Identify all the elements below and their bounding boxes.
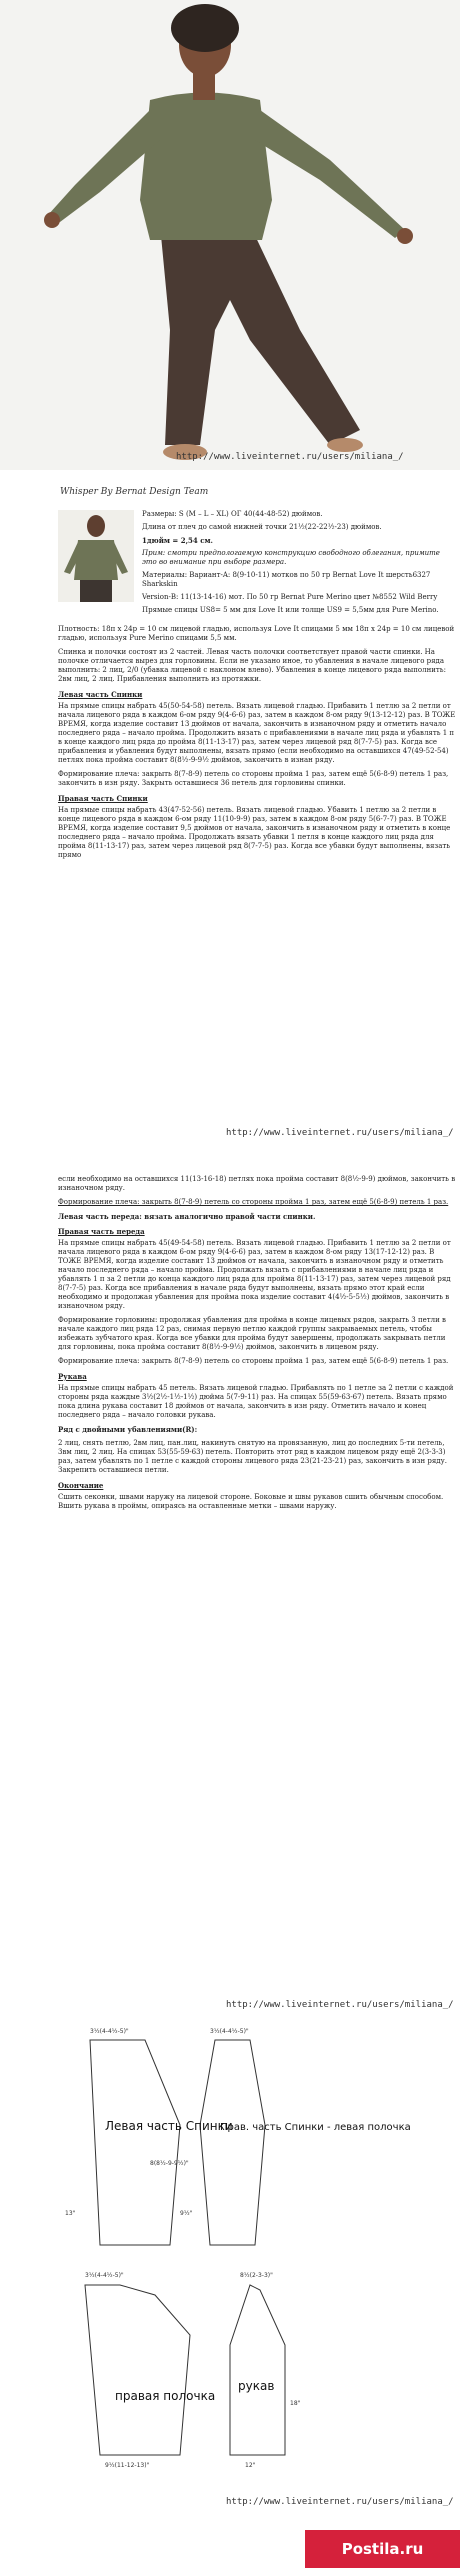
watermark-url-2[interactable]: http://www.liveinternet.ru/users/miliana_/ bbox=[226, 1128, 454, 1138]
dim-label: 12" bbox=[245, 2462, 256, 2469]
gauge-text: Плотность: 18п х 24р = 10 см лицевой гладью, используя Love It спицами 5 мм 18п х 24р = 10 см лицевой гладью, используя Pure Merino спицами 5,5 мм. bbox=[58, 625, 455, 642]
section-text: На прямые спицы набрать 45(49-54-58) петель. Вязать лицевой гладью. Прибавить 1 петлю за 2 петли от начала лицевого ряда в каждом 6-ом ряду 9(4-6-6) раз, затем в каждом 8-ом ряду 13(17-12-12) раз. В ТОЖЕ ВРЕМЯ, когда изделие составит 13 дюймов от начала, закончить в изнаночном ряду и отметить начало последнего ряда – начало пройма. Продолжать вязать с прибавлениями в начале лиц ряда и убавлять 1 п за 2 петли до конца каждого лиц ряда для пройма 8(11-13-17) раз, затем через лицевой ряд 8(7-7-5) раз. Когда все прибавления в начале ряда будут выполнены, вязать прямо этот край если необходимо и продолжая убавления для пройма пока изделие составит 4(4½-5-5½) дюймов, закончить в изнаночном ряду. bbox=[58, 1239, 451, 1310]
section-text: На прямые спицы набрать 45(50-54-58) петель. Вязать лицевой гладью. Прибавить 1 петлю за 2 петли от начала лицевого ряда в каждом 6-ом ряду 9(4-6-6) раз, затем в каждом 8-ом ряду 9(13-12-12) раз. В ТОЖЕ ВРЕМЯ, когда изделие составит 13 дюймов от начала, закончить в изнаночном ряду и отметить начало последнего ряда – начало пройма. Продолжить вязать с прибавлениями в начале лиц ряда и убавлять 1 п в конце каждого лиц ряда до пройма 8(11-13-17) раз, затем через лицевой ряд 8(7-7-5) раз. Когда все прибавления и убавления будут выполнены, вязать прямо (если необходимо на оставшихся 47(49-52-54) петлях пока пройма составит 8(8½-9-9½ дюймов, закончить в изнан ряду. bbox=[58, 702, 456, 764]
section-text: Сшить секонки, швами наружу на лицевой стороне. Боковые и швы рукавов сшить обычным способом. Вшить рукава в проймы, опираясь на оставленные метки – швами наружу. bbox=[58, 1493, 444, 1510]
specs-column bbox=[142, 510, 452, 619]
schematic-diagram bbox=[60, 2015, 411, 2485]
dim-label: 18" bbox=[290, 2400, 301, 2407]
dim-label: 3½(4-4½-5)" bbox=[90, 2028, 129, 2035]
thumbnail-photo bbox=[58, 510, 134, 602]
cap-text: 2 лиц, снять петлю, 2вм лиц, пан.лиц, накинуть снятую на провязанную, лиц до последних 5-ти петель, 3вм лиц, 2 лиц. На спицах 53(55-59-63) петель. Повторить этот ряд в каждом лицевом ряду ещё 2(3-3-3) раз, затем убавлять по 1 петле с каждой стороны лицевого ряда 23(21-23-21) раз, закончить в изн ряду. Закрепить оставшиеся петли. bbox=[58, 1439, 447, 1474]
watermark-url-3[interactable]: http://www.liveinternet.ru/users/miliana_/ bbox=[226, 2000, 454, 2010]
shoulder-text: Формирование плеча: закрыть 8(7-8-9) петель со стороны пройма 1 раз, затем ещё 5(6-8-9) петель 1 раз. bbox=[58, 1357, 449, 1365]
dim-label: 13" bbox=[65, 2210, 76, 2217]
diagram-label-right-front: правая полочка bbox=[115, 2389, 216, 2403]
neck-text: Формирование горловины: продолжая убавления для пройма в конце лицевых рядов, закрыть 3 петли в начале каждого лиц ряда 12 раз, снимая первую петлю каждой группы закрываемых петель, чтобы избежать зубчатого края. Когда все убавки для пройма будут завершены, продолжать закрывать петли для горловины, пока пройма составит 8(8½-9-9½) дюймов, закончить в лицевом ряду. bbox=[58, 1316, 446, 1351]
dim-label: 8(8½-9-9½)" bbox=[150, 2160, 189, 2167]
inch-text: 1дюйм = 2,54 см. bbox=[142, 536, 213, 545]
length-text: Длина от плеч до самой нижней точки 21½(22-22½-23) дюймов. bbox=[142, 523, 382, 531]
continuation-text: если необходимо на оставшихся 11(13-16-18) петлях пока пройма составит 8(8½-9-9) дюймов, закончить в изнаночном ряду. bbox=[58, 1175, 456, 1192]
left-front-text: Левая часть переда: вязать аналогично правой части спинки. bbox=[58, 1212, 316, 1221]
section-title: Правая часть Спинки bbox=[58, 794, 148, 803]
model-photo bbox=[0, 0, 460, 470]
note-text: Прим: смотри предпологаемую конструкцию свободного облегания, примите это во внимание при выборе размера. bbox=[142, 549, 440, 566]
intro-text: Спинка и полочки состоят из 2 частей. Левая часть полочки соответствует правой части спинки. На полочке отличается вырез для горловины. Если не указано иное, то убавления в начале лицевого ряда выполнить: 2 лиц, 2/0 (убавка лицевой с наклоном влево). Убавления в конце лицевого ряда выполнить: 2вм лиц, 2 лиц. Прибавления выполнить из протяжки. bbox=[58, 648, 446, 683]
needles-text: Прямые спицы US8= 5 мм для Love It или толще US9 = 5,5мм для Pure Merino. bbox=[142, 606, 439, 614]
postila-logo[interactable]: Postila.ru bbox=[305, 2530, 460, 2568]
diagram-label-right-back: Прав. часть Спинки - левая полочка bbox=[220, 2122, 411, 2133]
dim-label: 3½(4-4½-5)" bbox=[85, 2272, 124, 2279]
section-title: Левая часть Спинки bbox=[58, 690, 143, 699]
dim-label: 3½(4-4½-5)" bbox=[210, 2028, 249, 2035]
materials-b-text: Version-B: 11(13-14-16) мот. По 50 гр Bernat Pure Merino цвет №8552 Wild Berry bbox=[142, 593, 438, 601]
brand-title: Whisper By Bernat Design Team bbox=[60, 487, 209, 497]
page-1-body bbox=[58, 625, 458, 865]
watermark-url-1[interactable]: http://www.liveinternet.ru/users/miliana_/ bbox=[176, 452, 404, 462]
dim-label: 9½(11-12-13)" bbox=[105, 2462, 150, 2469]
shoulder-text: Формирование плеча: закрыть 8(7-8-9) петель со стороны пройма 1 раз, затем ещё 5(6-8-9) петель 1 раз. bbox=[58, 1198, 449, 1206]
section-title: Окончание bbox=[58, 1481, 104, 1490]
section-title: Рукава bbox=[58, 1372, 87, 1381]
page-2-body bbox=[58, 1175, 458, 1516]
watermark-url-4[interactable]: http://www.liveinternet.ru/users/miliana_/ bbox=[226, 2497, 454, 2507]
dim-label: 8½(2-3-3)" bbox=[240, 2272, 273, 2279]
section-title: Правая часть переда bbox=[58, 1227, 145, 1236]
shoulder-text: Формирование плеча: закрыть 8(7-8-9) петель со стороны пройма 1 раз, затем ещё 5(6-8-9) петель 1 раз, закончить в изн ряду. Закрыть оставшиеся 36 петель для горловины спинки. bbox=[58, 770, 449, 787]
cap-title: Ряд с двойными убавлениями(R): bbox=[58, 1425, 198, 1434]
materials-text: Материалы: Вариант-A: 8(9-10-11) мотков по 50 гр Bernat Love It шерсть6327 Sharkskin bbox=[142, 571, 431, 588]
diagram-label-sleeve: рукав bbox=[238, 2379, 275, 2393]
sizes-text: Размеры: S (M – L – XL) ОГ 40(44-48-52) дюймов. bbox=[142, 510, 323, 518]
dim-label: 9½" bbox=[180, 2210, 193, 2217]
section-text: На прямые спицы набрать 45 петель. Вязать лицевой гладью. Прибавлять по 1 петле за 2 петли с каждой стороны ряда каждые 3½(2½-1½-1½) дюйма 5(7-9-11) раз. На спицах 55(59-63-67) петель. Вязать прямо пока длина рукава составит 18 дюймов от начала, закончить в изн ряду. Отметить начало и конец последнего ряда – начало головки рукава. bbox=[58, 1384, 454, 1419]
diagram-label-left-back: Левая часть Спинки bbox=[105, 2119, 233, 2133]
section-text: На прямые спицы набрать 43(47-52-56) петель. Вязать лицевой гладью. Убавить 1 петлю за 2 петли в конце лицевого ряда в каждом 6-ом ряду 11(10-9-9) раз, затем в каждом 8-ом ряду 5(6-7-7) раз. В ТОЖЕ ВРЕМЯ, когда изделие составит 9,5 дюймов от начала, закончить в изнаночном ряду и отметить в конце последнего ряда – начало пройма. Продолжать вязать убавки 1 петля в конце каждого лиц ряда для пройма 8(11-13-17) раз, затем через лицевой ряд 8(7-7-5) раз. Когда все убавки будут выполнены, вязать прямо bbox=[58, 806, 451, 859]
